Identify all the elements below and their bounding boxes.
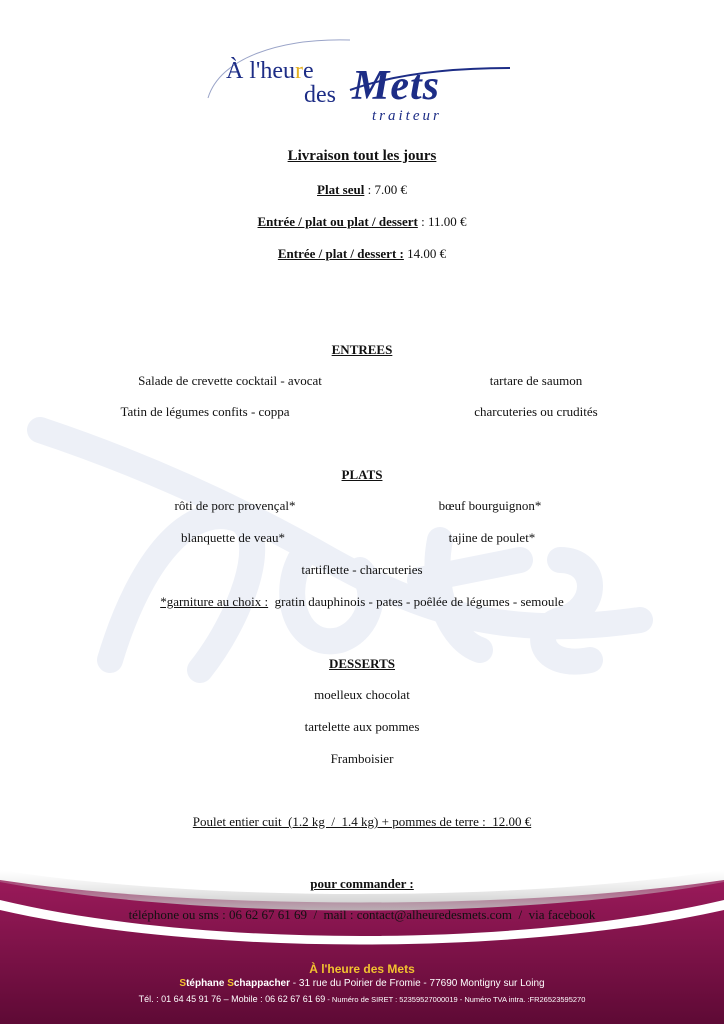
menu-item: blanquette de veau* bbox=[181, 530, 285, 545]
footer-legal-line bbox=[0, 994, 724, 1004]
price-label: Entrée / plat / dessert : bbox=[277, 246, 404, 261]
menu-item: Tatin de légumes confits - coppa bbox=[120, 404, 290, 419]
price-line-three-courses bbox=[0, 246, 724, 262]
footer-name-s1: S bbox=[179, 978, 187, 989]
section-heading-entrees: ENTREES bbox=[331, 342, 393, 357]
logo-des: des bbox=[304, 82, 336, 108]
price-label: Entrée / plat ou plat / dessert bbox=[257, 214, 418, 229]
price-line-two-courses bbox=[0, 214, 724, 230]
footer-name-rest1: téphane bbox=[186, 978, 228, 989]
footer-name-rest2: chappacher bbox=[233, 978, 291, 989]
footer-company: À l'heure des Mets bbox=[309, 962, 415, 976]
logo-letter-r: r bbox=[294, 58, 303, 84]
menu-item: Framboisier bbox=[330, 751, 394, 766]
section-heading-desserts: DESSERTS bbox=[328, 656, 396, 671]
menu-item: charcuteries ou crudités bbox=[474, 404, 598, 419]
price-value: : 7.00 € bbox=[364, 182, 407, 197]
menu-item: tajine de poulet* bbox=[448, 530, 536, 545]
logo-line1-prefix: À l'heu bbox=[226, 58, 295, 84]
garniture-options: gratin dauphinois - pates - poêlée de légumes - semoule bbox=[268, 594, 564, 609]
footer-address-line bbox=[0, 978, 724, 989]
footer-ids: - Numéro de SIRET : 52359527000019 - Numéro TVA intra. :FR26523595270 bbox=[325, 995, 586, 1004]
menu-item: tartiflette - charcuteries bbox=[301, 562, 423, 577]
price-line-plat-seul bbox=[0, 182, 724, 198]
order-contact: téléphone ou sms : 06 62 67 61 69 / mail : contact@alheuredesmets.com / via facebook bbox=[128, 907, 596, 922]
page-title: Livraison tout les jours bbox=[287, 148, 437, 164]
garniture-label: *garniture au choix : bbox=[160, 594, 269, 609]
garniture-line bbox=[0, 594, 724, 610]
menu-item: tartelette aux pommes bbox=[304, 719, 420, 734]
menu-item: bœuf bourguignon* bbox=[438, 498, 542, 513]
menu-item: Salade de crevette cocktail - avocat bbox=[138, 373, 322, 388]
menu-item: rôti de porc provençal* bbox=[174, 498, 296, 513]
order-heading: pour commander : bbox=[310, 876, 414, 891]
footer-phones: Tél. : 01 64 45 91 76 – Mobile : 06 62 67 61 69 bbox=[138, 994, 326, 1004]
logo-letter-e: e bbox=[302, 58, 314, 84]
menu-item: tartare de saumon bbox=[489, 373, 583, 388]
logo-tagline: traiteur bbox=[372, 108, 442, 124]
menu-item: moelleux chocolat bbox=[314, 687, 410, 702]
price-label: Plat seul bbox=[317, 182, 365, 197]
logo bbox=[200, 28, 520, 128]
price-value: 14.00 € bbox=[403, 246, 447, 261]
poulet-offer: Poulet entier cuit (1.2 kg / 1.4 kg) + pommes de terre : 12.00 € bbox=[192, 814, 532, 829]
footer-address: - 31 rue du Poirier de Fromie - 77690 Montigny sur Loing bbox=[290, 978, 545, 989]
section-heading-plats: PLATS bbox=[341, 467, 383, 482]
footer-name-s2: S bbox=[227, 978, 234, 989]
logo-mets: Mets bbox=[352, 63, 440, 109]
price-value: : 11.00 € bbox=[417, 214, 467, 229]
